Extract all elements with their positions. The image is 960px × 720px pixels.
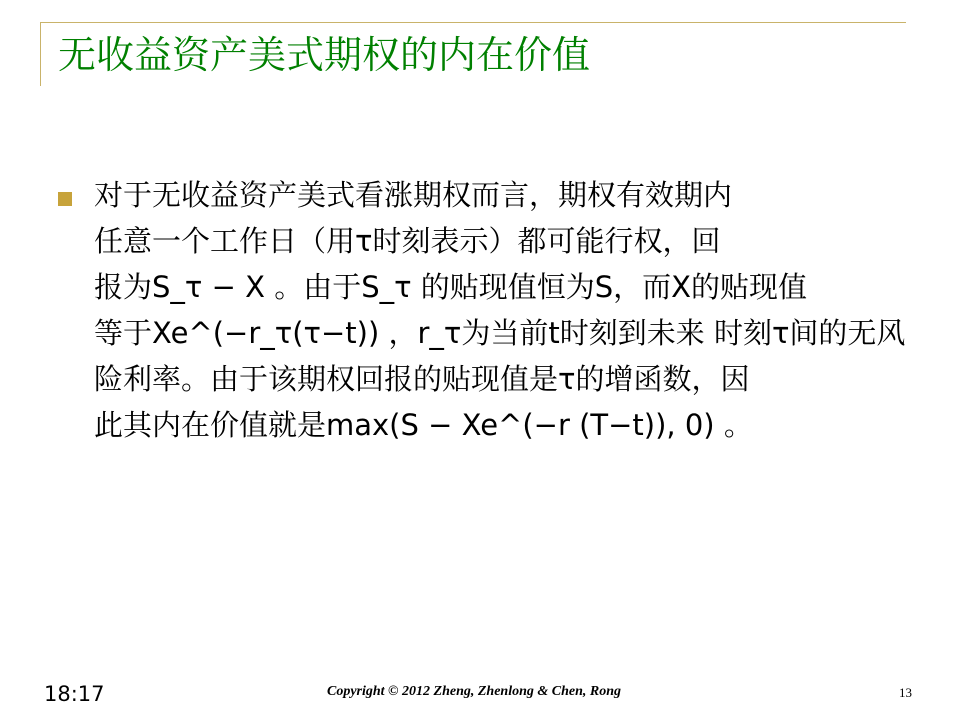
body-line: 等于Xe^(−r_τ(τ−t)) ，r_τ为当前t时刻到未来 时刻τ间的无风 <box>94 316 906 350</box>
footer-time: 18:17 <box>44 682 105 706</box>
top-divider <box>40 22 906 23</box>
slide-title: 无收益资产美式期权的内在价值 <box>58 33 591 77</box>
body-line: 对于无收益资产美式看涨期权而言，期权有效期内 <box>94 178 733 212</box>
bullet-paragraph <box>94 172 909 448</box>
bullet-square-icon <box>58 192 72 206</box>
body-line: 任意一个工作日（用τ时刻表示）都可能行权，回 <box>94 224 721 258</box>
footer-copyright: Copyright © 2012 Zheng, Zhenlong & Chen, Rong <box>326 684 622 699</box>
page-number: 13 <box>899 685 912 700</box>
body-line: 此其内在价值就是max(S − Xe^(−r (T−t)), 0) 。 <box>94 408 753 442</box>
left-divider <box>40 22 41 86</box>
body-line: 报为S_τ − X 。由于S_τ 的贴现值恒为S，而X的贴现值 <box>94 270 808 304</box>
body-line: 险利率。由于该期权回报的贴现值是τ的增函数，因 <box>94 362 750 396</box>
